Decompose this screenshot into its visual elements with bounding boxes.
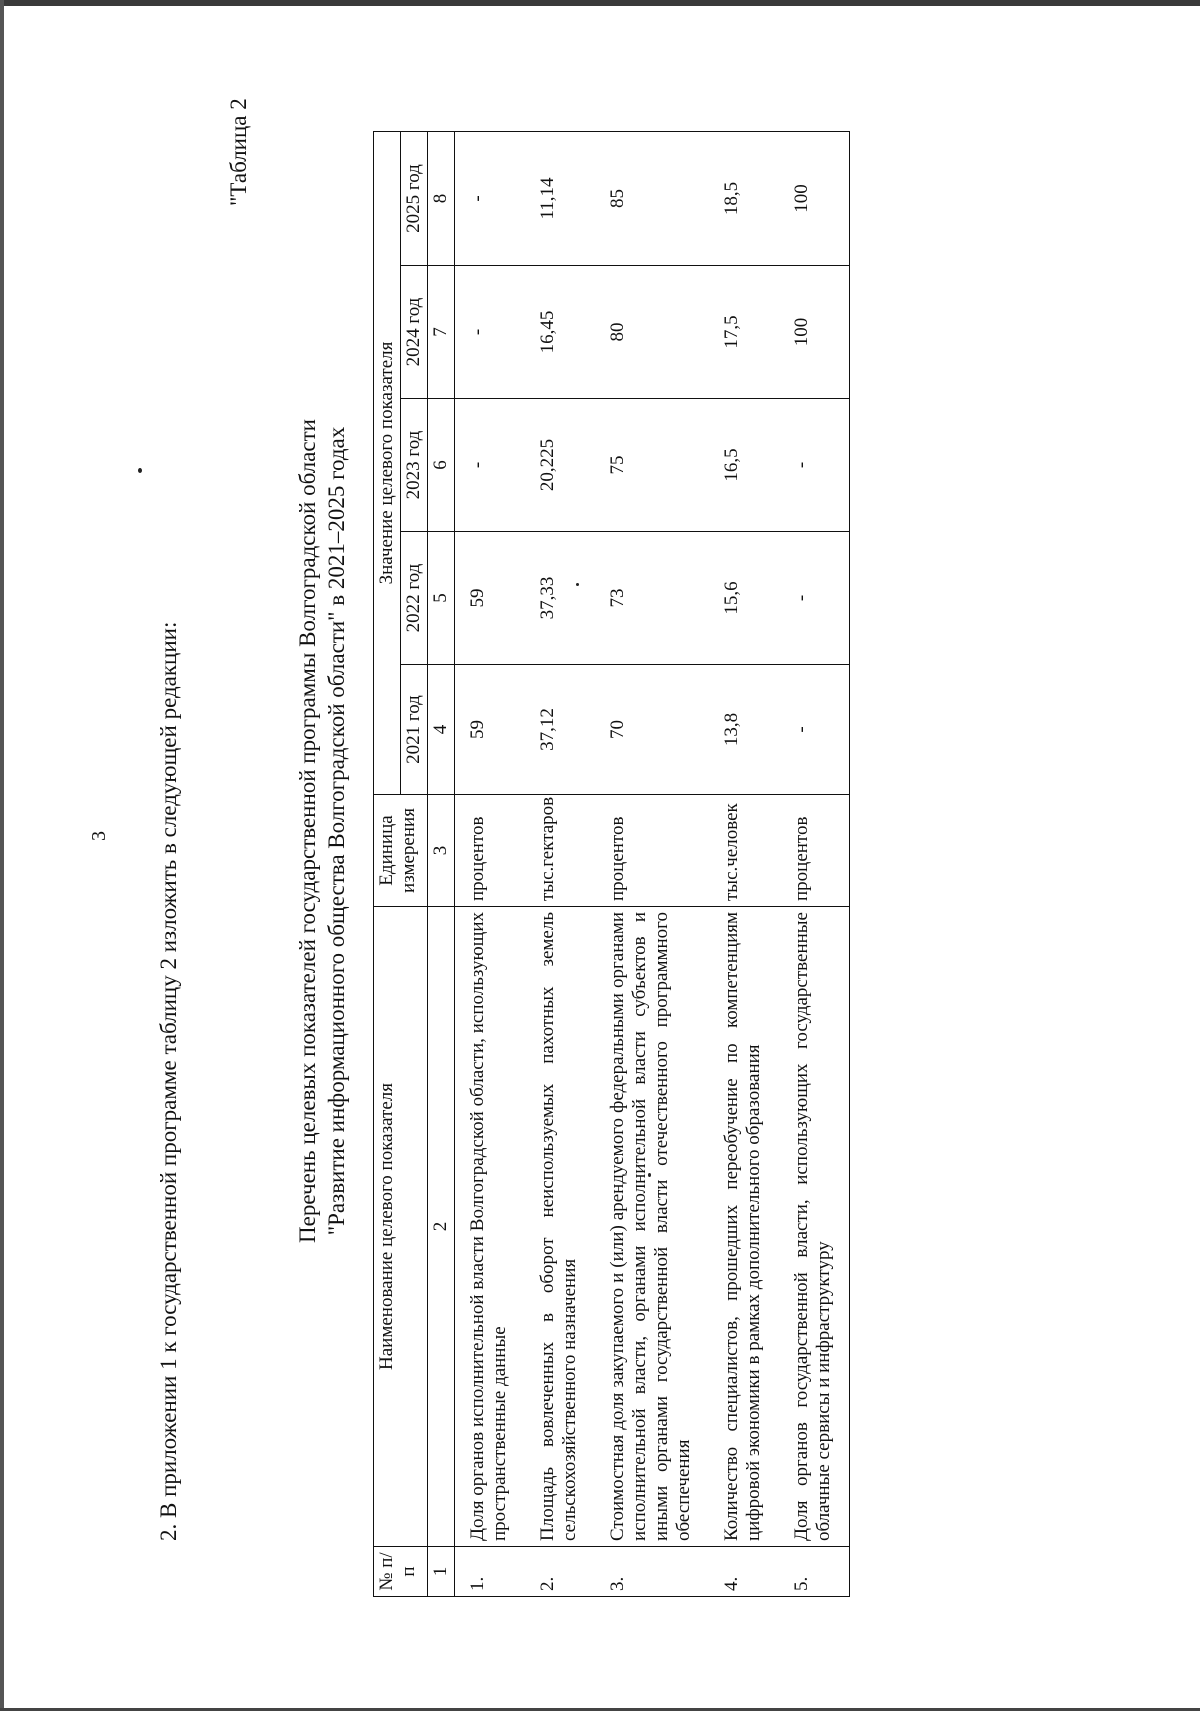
indicator-name: Доля органов государственной власти, использующих государственные облачные сервисы и инфраструктуру — [779, 907, 850, 1547]
indicator-name: Доля органов исполнительной власти Волгоградской области, использующих пространственные данные — [455, 907, 526, 1547]
value-cell: - — [455, 266, 526, 399]
unit-cell: тыс.гектаров — [525, 795, 595, 907]
column-index: 4 — [428, 665, 455, 795]
header-year: 2022 год — [401, 532, 428, 665]
value-cell: 100 — [779, 132, 850, 266]
row-number: 3. — [595, 1547, 709, 1597]
value-cell: 85 — [595, 132, 709, 266]
value-cell: - — [779, 532, 850, 665]
column-index: 6 — [428, 399, 455, 532]
value-cell: 16,5 — [709, 399, 779, 532]
table-row — [709, 132, 779, 1597]
rotated-document — [30, 51, 1170, 1611]
table-row — [779, 132, 850, 1597]
value-cell: 100 — [779, 266, 850, 399]
indicator-name: Стоимостная доля закупаемого и (или) арендуемого федеральными органами исполнительной власти, органами исполнительной власти субъектов и иными органами государственной власти отечественного программного обеспечения — [595, 907, 709, 1547]
value-cell: - — [455, 399, 526, 532]
indicators-table — [373, 131, 850, 1597]
value-cell: 20,225 — [525, 399, 595, 532]
value-cell: 18,5 — [709, 132, 779, 266]
table-row — [525, 132, 595, 1597]
header-name: Наименование целевого показателя — [374, 907, 428, 1547]
page-number: 3 — [88, 831, 110, 841]
header-year: 2025 год — [401, 132, 428, 266]
indicator-name: Количество специалистов, прошедших переобучение по компетенциям цифровой экономики в рамках дополнительного образования — [709, 907, 779, 1547]
row-number: 4. — [709, 1547, 779, 1597]
row-number: 5. — [779, 1547, 850, 1597]
value-cell: 16,45 — [525, 266, 595, 399]
table-row — [455, 132, 526, 1597]
header-year: 2023 год — [401, 399, 428, 532]
column-index: 5 — [428, 532, 455, 665]
value-cell: - — [455, 132, 526, 266]
unit-cell: процентов — [595, 795, 709, 907]
value-cell: 11,14 — [525, 132, 595, 266]
value-cell: 13,8 — [709, 665, 779, 795]
value-cell: - — [779, 665, 850, 795]
column-index: 3 — [428, 795, 455, 907]
value-cell: 73 — [595, 532, 709, 665]
column-index-row — [428, 132, 455, 1597]
header-num: № п/п — [374, 1547, 428, 1597]
header-values-group: Значение целевого показателя — [374, 132, 401, 795]
unit-cell: процентов — [455, 795, 526, 907]
value-cell: 59 — [455, 532, 526, 665]
header-row — [374, 132, 401, 1597]
scan-edge-top — [0, 0, 1200, 6]
indicator-name: Площадь вовлеченных в оборот неиспользуемых пахотных земель сельскохозяйственного назначения — [525, 907, 595, 1547]
intro-paragraph: 2. В приложении 1 к государственной программе таблицу 2 изложить в следующей редакции: — [156, 621, 181, 1541]
table-row — [595, 132, 709, 1597]
column-index: 7 — [428, 266, 455, 399]
scan-edge-left — [0, 0, 4, 1711]
value-cell: 37,33 — [525, 532, 595, 665]
column-index: 1 — [428, 1547, 455, 1597]
column-index: 2 — [428, 907, 455, 1547]
document-title — [293, 141, 351, 1521]
column-index: 8 — [428, 132, 455, 266]
unit-cell: процентов — [779, 795, 850, 907]
value-cell: 70 — [595, 665, 709, 795]
title-line-2: "Развитие информационного общества Волгоградской области" в 2021–2025 годах — [324, 426, 349, 1236]
value-cell: 37,12 — [525, 665, 595, 795]
value-cell: - — [779, 399, 850, 532]
value-cell: 15,6 — [709, 532, 779, 665]
header-unit: Единица измерения — [374, 795, 428, 907]
header-year: 2021 год — [401, 665, 428, 795]
title-line-1: Перечень целевых показателей государственной программы Волгоградской области — [295, 419, 320, 1243]
unit-cell: тыс.человек — [709, 795, 779, 907]
value-cell: 17,5 — [709, 266, 779, 399]
row-number: 2. — [525, 1547, 595, 1597]
row-number: 1. — [455, 1547, 526, 1597]
table-label: "Таблица 2 — [226, 98, 251, 206]
value-cell: 75 — [595, 399, 709, 532]
header-year: 2024 год — [401, 266, 428, 399]
value-cell: 59 — [455, 665, 526, 795]
value-cell: 80 — [595, 266, 709, 399]
